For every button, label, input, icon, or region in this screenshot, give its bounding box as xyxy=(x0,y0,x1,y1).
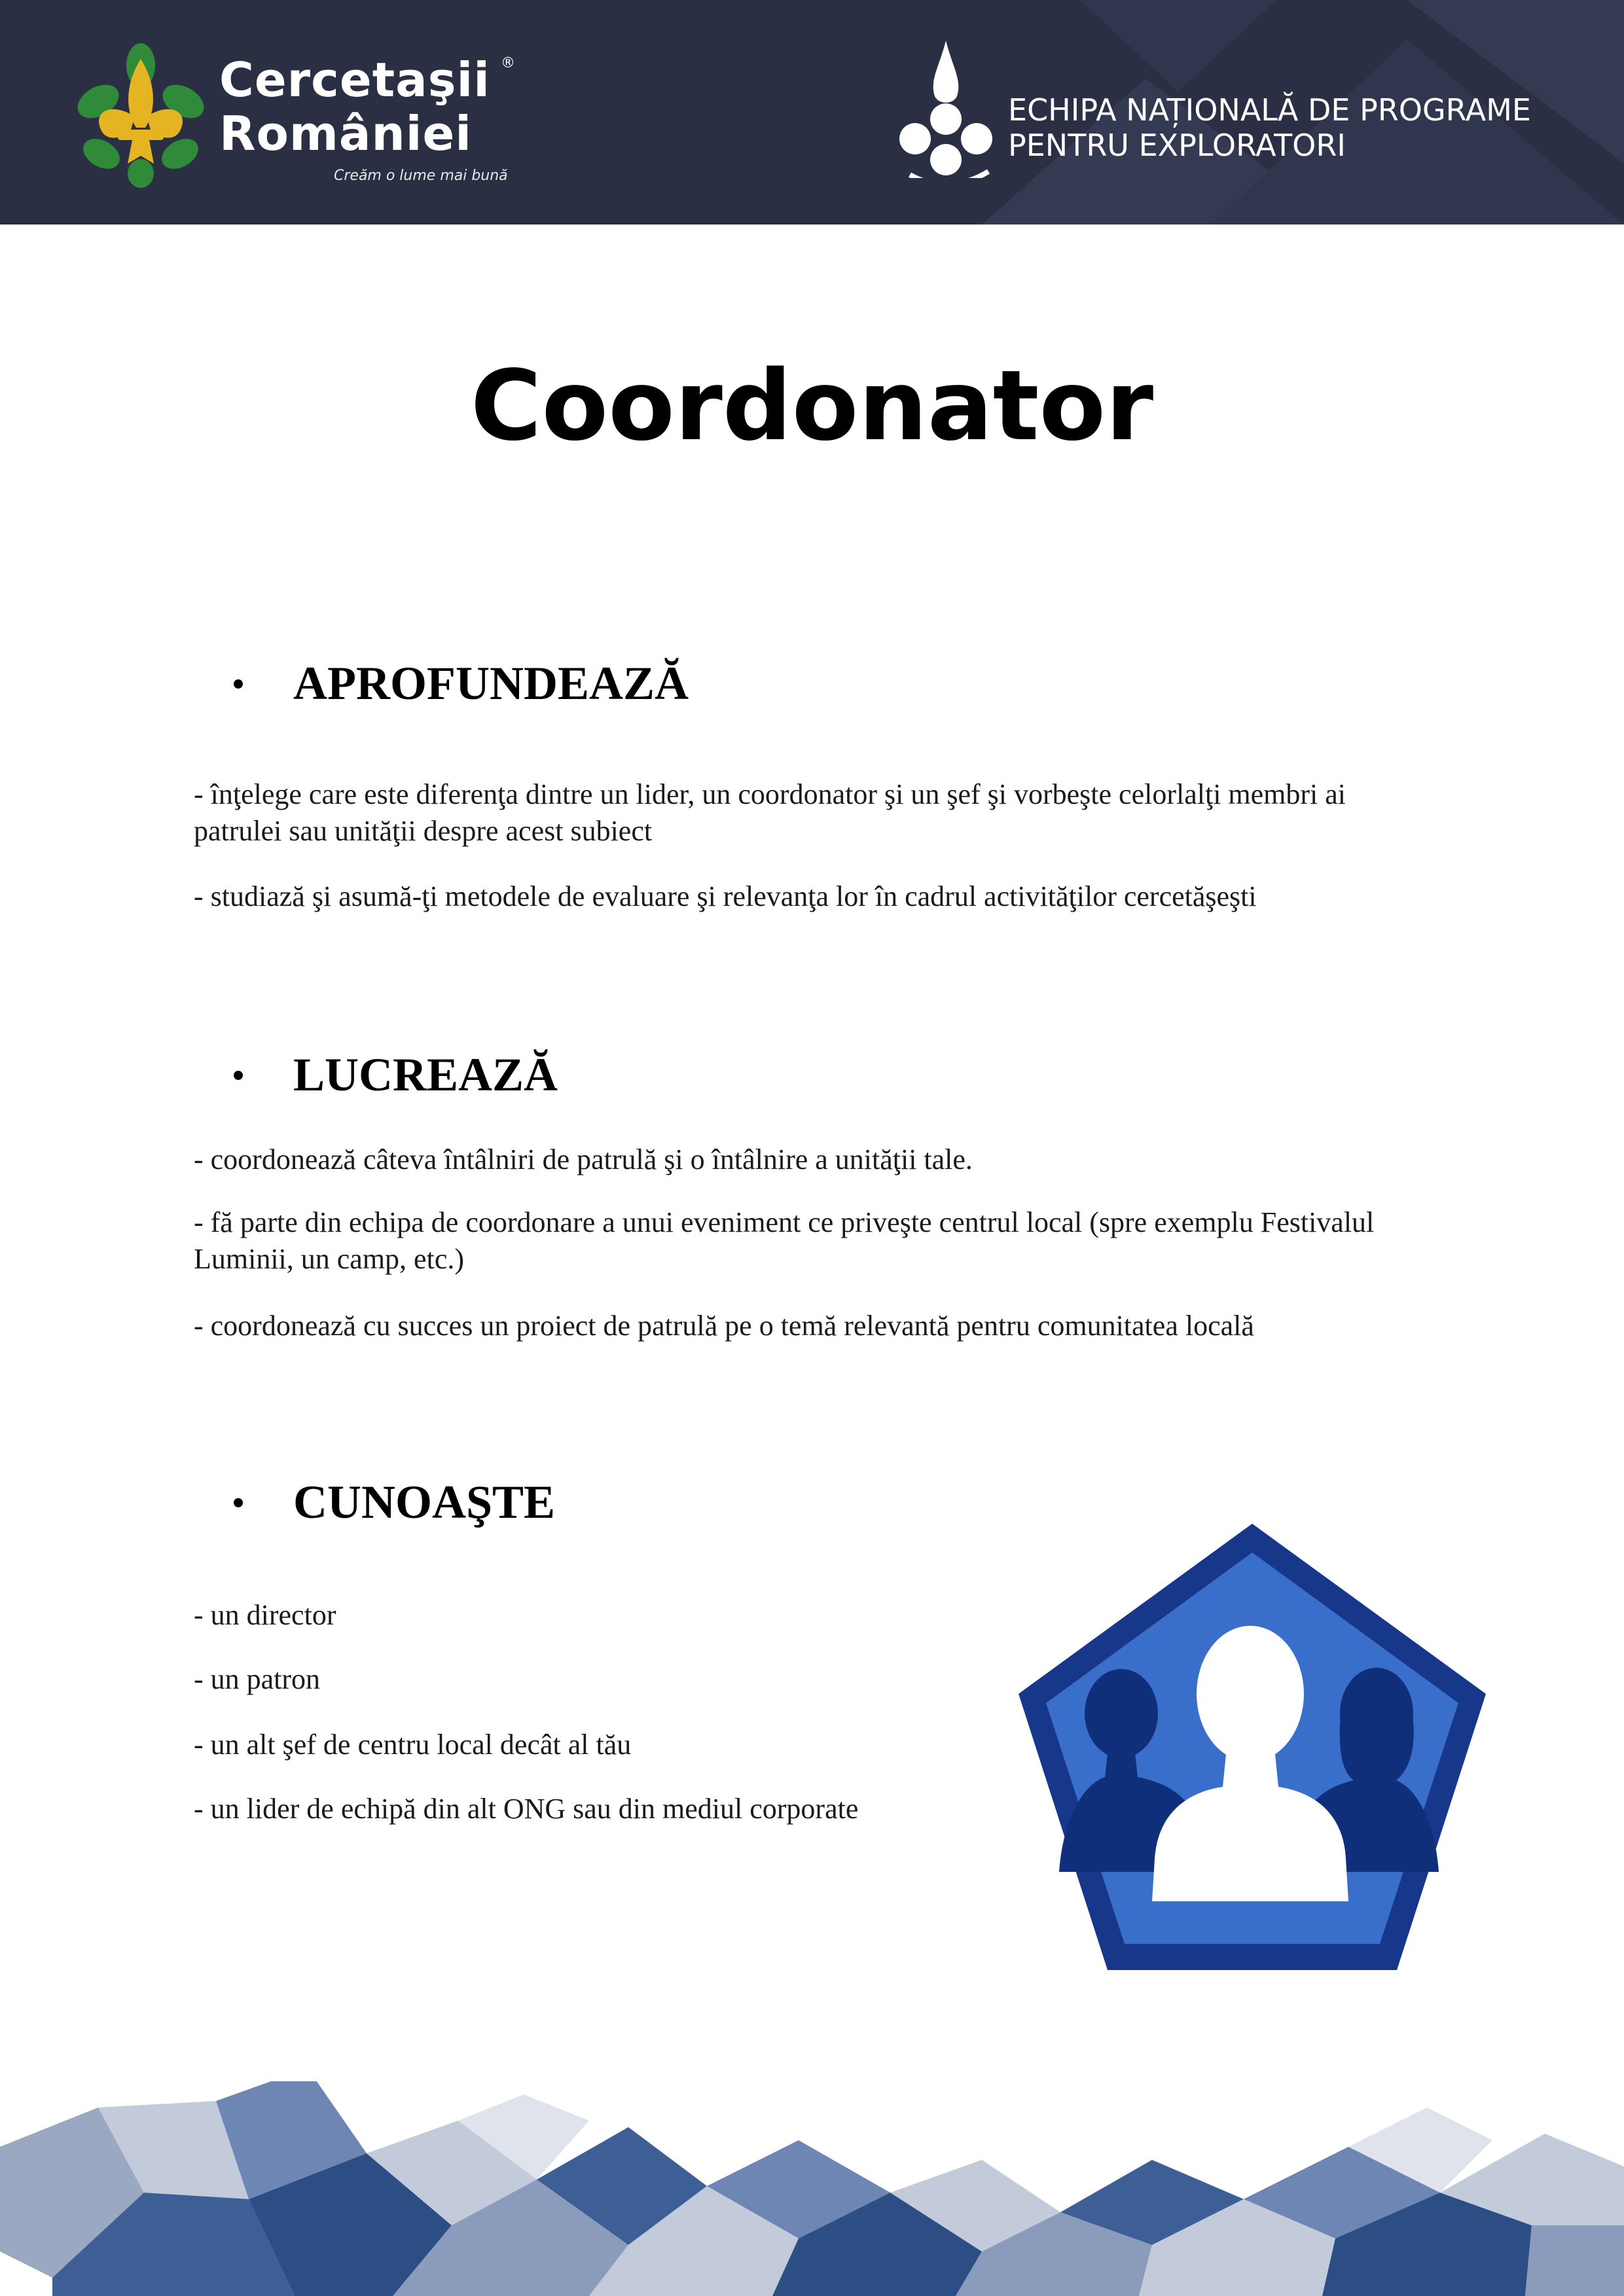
fleur-de-lis-logo-icon xyxy=(72,39,209,190)
brand-name-line1: Cercetaşii xyxy=(219,52,490,107)
org-name-line2: PENTRU EXPLORATORI xyxy=(1008,128,1346,163)
registered-mark: ® xyxy=(501,55,515,71)
section-item: - un director xyxy=(194,1599,336,1631)
team-people-pentagon-badge-icon xyxy=(1013,1518,1491,1977)
section-item: - coordonează cu succes un proiect de patrulă pe o temă relevantă pentru comunitatea locală xyxy=(194,1310,1254,1342)
page-header xyxy=(0,0,1624,224)
drop-emblem-icon xyxy=(897,41,995,178)
bullet-icon xyxy=(234,679,243,689)
section-item: - fă parte din echipa de coordonare a unui eveniment ce priveşte centrul local (spre exemplu Festivalul Luminii, un camp, etc.) xyxy=(194,1206,1375,1275)
section-item: - un alt şef de centru local decât al tău xyxy=(194,1729,632,1761)
bullet-icon xyxy=(234,1498,243,1507)
section-item: - un lider de echipă din alt ONG sau din mediul corporate xyxy=(194,1793,859,1825)
section-item: - un patron xyxy=(194,1663,321,1695)
org-name-line1: ECHIPA NAȚIONALĂ DE PROGRAME xyxy=(1008,92,1531,128)
brand-name-line2: României xyxy=(219,106,472,161)
section-item: - studiază şi asumă-ţi metodele de evaluare şi relevanţa lor în cadrul activităţilor cercetăşeşti xyxy=(194,880,1257,912)
section-item: - înţelege care este diferenţa dintre un lider, un coordonator şi un şef şi vorbeşte celorlalţi membri ai patrulei sau unităţii despre acest subiect xyxy=(194,778,1346,847)
cercetasii-logo xyxy=(72,39,543,190)
echipa-nationala-logo xyxy=(897,41,1584,185)
page-title: Coordonator xyxy=(470,350,1154,462)
bullet-icon xyxy=(234,1071,243,1080)
section-item: - coordonează câteva întâlniri de patrulă şi o întâlnire a unităţii tale. xyxy=(194,1143,973,1175)
footer-pattern xyxy=(0,2081,1624,2296)
brand-tagline: Creăm o lume mai bună xyxy=(334,168,508,184)
